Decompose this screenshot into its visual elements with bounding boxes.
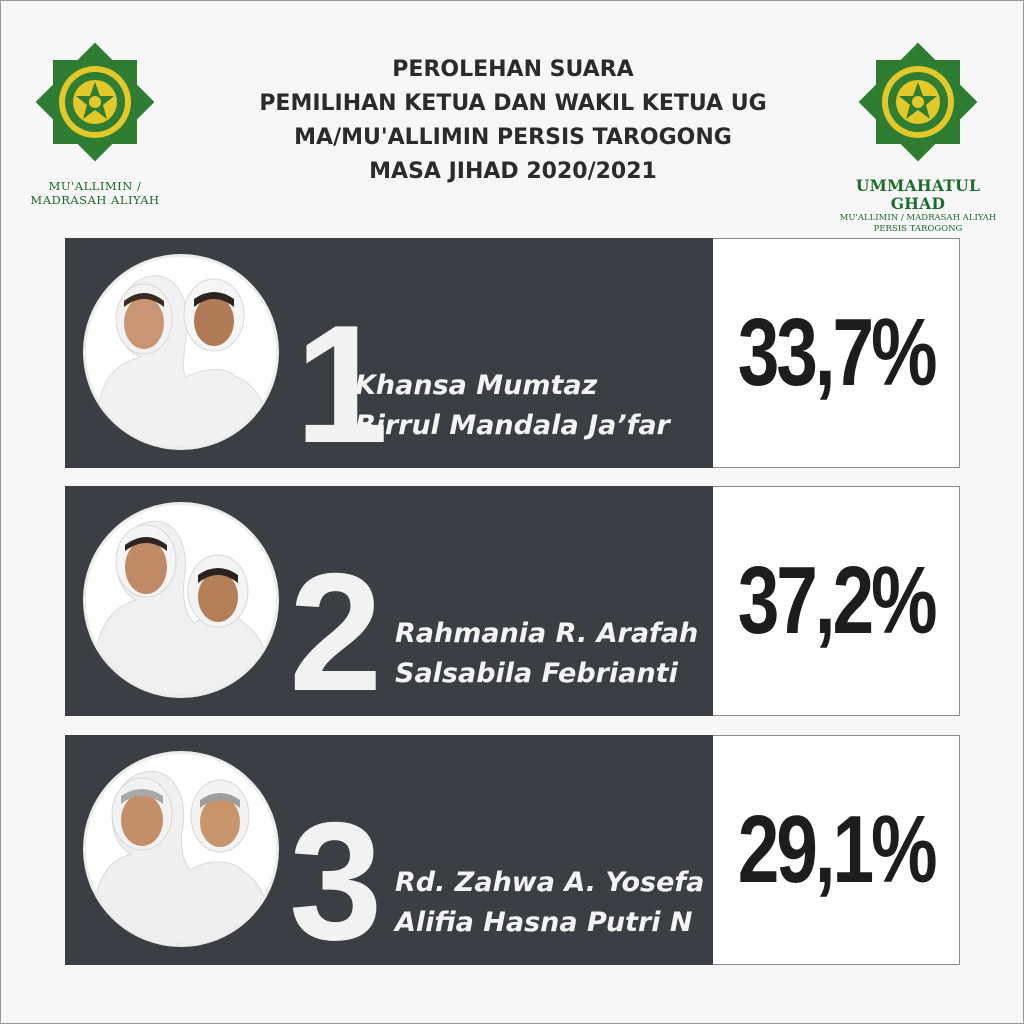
candidate-photo xyxy=(83,254,279,450)
logo-subtitle-line2: PERSIS TAROGONG xyxy=(873,224,963,234)
candidate-name-vice: Alifia Hasna Putri N xyxy=(395,907,693,938)
vote-percentage: 33,7% xyxy=(737,299,935,406)
madrasah-logo xyxy=(19,41,171,207)
title-line-1: PEROLEHAN SUARA xyxy=(392,57,634,82)
candidate-row-2 xyxy=(65,486,961,726)
candidate-name-chair: Khansa Mumtaz xyxy=(355,370,598,401)
candidate-panel xyxy=(65,735,713,975)
ummahatul-ghad-logo xyxy=(827,41,1009,235)
logo-caption-line2: MADRASAH ALIYAH xyxy=(30,193,160,207)
title-line-3: MA/MU'ALLIMIN PERSIS TAROGONG xyxy=(294,125,732,150)
title-line-2: PEMILIHAN KETUA DAN WAKIL KETUA UG xyxy=(259,91,767,116)
vote-percentage: 29,1% xyxy=(737,796,935,903)
vote-result-box xyxy=(713,735,960,965)
candidate-row-3 xyxy=(65,735,961,975)
candidates-portrait-icon xyxy=(86,505,276,695)
vote-result-box xyxy=(713,486,960,716)
candidate-number: 1 xyxy=(295,290,389,478)
candidate-row-1 xyxy=(65,238,961,478)
islamic-star-emblem-icon xyxy=(857,41,979,163)
candidate-panel xyxy=(65,238,713,478)
candidate-photo xyxy=(83,751,279,947)
candidate-names xyxy=(395,614,698,694)
candidate-photo xyxy=(83,502,279,698)
vote-percentage: 37,2% xyxy=(737,547,935,654)
candidates-portrait-icon xyxy=(86,754,276,944)
candidates-portrait-icon xyxy=(86,257,276,447)
candidate-number: 3 xyxy=(289,787,383,975)
logo-title: UMMAHATUL GHAD xyxy=(855,176,981,213)
vote-result-box xyxy=(713,238,960,468)
candidate-name-vice: Salsabila Febrianti xyxy=(395,658,678,689)
logo-caption-line1: MU'ALLIMIN / xyxy=(48,179,142,193)
islamic-star-emblem-icon xyxy=(34,41,156,163)
candidate-names xyxy=(355,366,670,446)
candidate-name-chair: Rahmania R. Arafah xyxy=(395,618,699,649)
title-line-4: MASA JIHAD 2020/2021 xyxy=(369,159,657,184)
poster-title xyxy=(201,53,825,189)
candidate-panel xyxy=(65,486,713,726)
candidate-name-chair: Rd. Zahwa A. Yosefa xyxy=(395,867,705,898)
logo-subtitle-line1: MU'ALLIMIN / MADRASAH ALIYAH xyxy=(839,213,997,223)
candidate-name-vice: Birrul Mandala Ja’far xyxy=(355,410,670,441)
candidate-number: 2 xyxy=(289,538,383,726)
candidate-names xyxy=(395,863,704,943)
